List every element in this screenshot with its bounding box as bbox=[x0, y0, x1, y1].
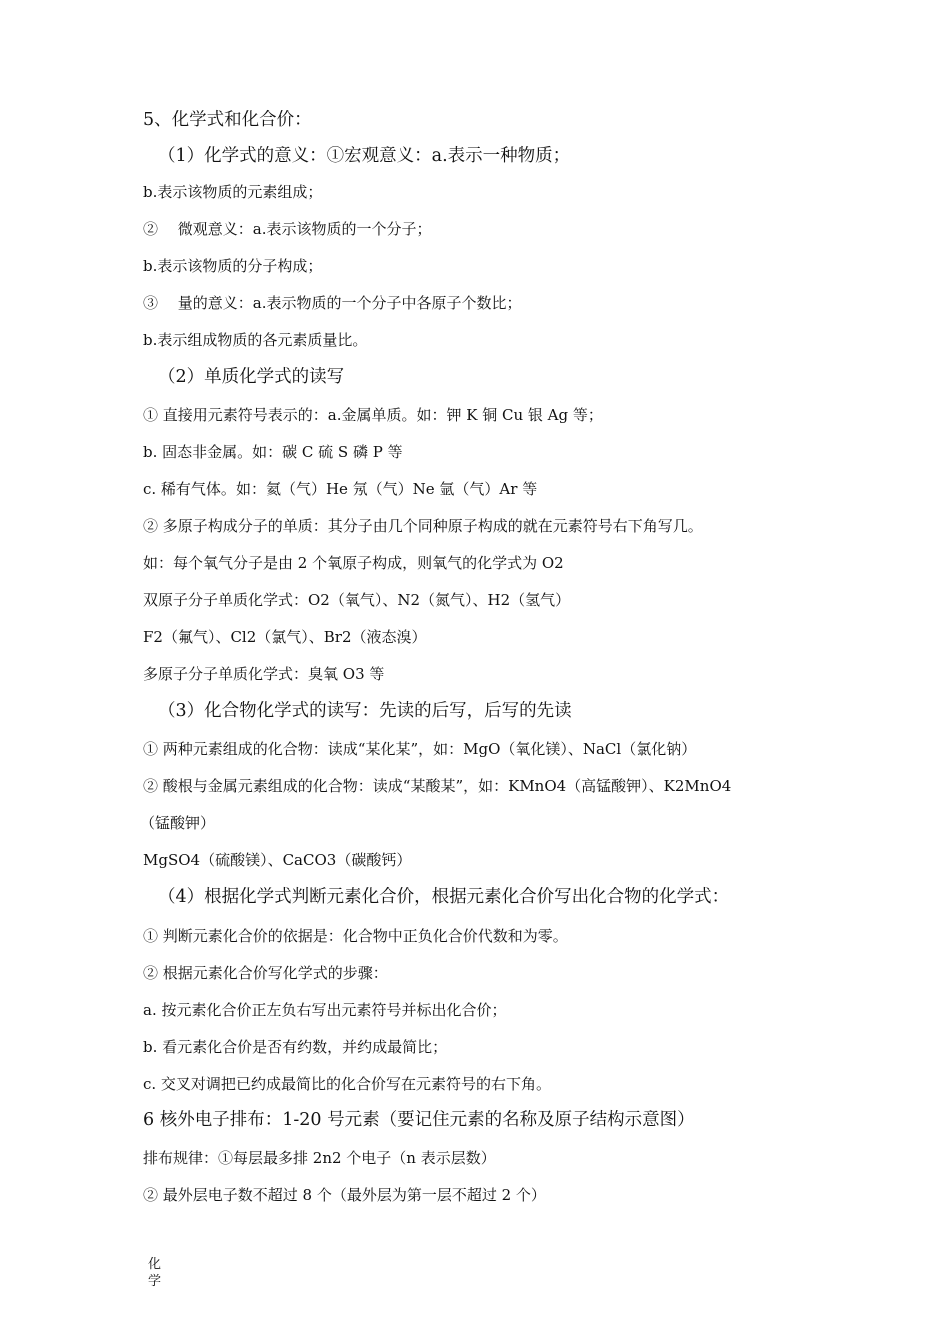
text-line: b. 看元素化合价是否有约数，并约成最简比； bbox=[143, 1038, 448, 1056]
text-line: 排布规律：①每层最多排 2n2 个电子（n 表示层数） bbox=[143, 1149, 496, 1167]
text-line: 如：每个氧气分子是由 2 个氧原子构成，则氧气的化学式为 O2 bbox=[143, 554, 564, 572]
text-line: 双原子分子单质化学式：O2（氧气）、N2（氮气）、H2（氢气） bbox=[143, 591, 571, 609]
subheading-3: （3）化合物化学式的读写：先读的后写，后写的先读 bbox=[158, 701, 572, 721]
text-line: F2（氟气）、Cl2（氯气）、Br2（液态溴） bbox=[143, 628, 427, 646]
text-line: ② 最外层电子数不超过 8 个（最外层为第一层不超过 2 个） bbox=[143, 1186, 546, 1204]
text-line: ① 直接用元素符号表示的：a.金属单质。如：钾 K 铜 Cu 银 Ag 等； bbox=[143, 406, 603, 424]
section-heading-5: 5、化学式和化合价： bbox=[143, 110, 312, 130]
section-heading-6: 6 核外电子排布：1-20 号元素（要记住元素的名称及原子结构示意图） bbox=[143, 1110, 695, 1130]
text-line: ② 多原子构成分子的单质：其分子由几个同种原子构成的就在元素符号右下角写几。 bbox=[143, 517, 703, 535]
text-line: c. 交叉对调把已约成最简比的化合价写在元素符号的右下角。 bbox=[143, 1075, 551, 1093]
text-line: b. 固态非金属。如：碳 C 硫 S 磷 P 等 bbox=[143, 443, 403, 461]
text-line: MgSO4（硫酸镁）、CaCO3（碳酸钙） bbox=[143, 851, 412, 869]
text-line: ② 根据元素化合价写化学式的步骤： bbox=[143, 964, 388, 982]
text-line: 多原子分子单质化学式：臭氧 O3 等 bbox=[143, 665, 385, 683]
text-line: （锰酸钾） bbox=[140, 814, 216, 832]
subheading-1: （1）化学式的意义：①宏观意义：a.表示一种物质； bbox=[158, 146, 571, 166]
text-line: b.表示组成物质的各元素质量比。 bbox=[143, 331, 368, 349]
text-line: b.表示该物质的分子构成； bbox=[143, 257, 323, 275]
text-line: c. 稀有气体。如：氦（气）He 氖（气）Ne 氩（气）Ar 等 bbox=[143, 480, 538, 498]
text-line: ③ 量的意义：a.表示物质的一个分子中各原子个数比； bbox=[143, 294, 522, 312]
text-line: ② 酸根与金属元素组成的化合物：读成“某酸某”，如：KMnO4（高锰酸钾）、K2MnO4 bbox=[143, 777, 732, 795]
page-footer-label: 化学 bbox=[148, 1257, 162, 1289]
text-line: ① 两种元素组成的化合物：读成“某化某”，如：MgO（氧化镁）、NaCl（氯化钠） bbox=[143, 740, 697, 758]
subheading-4: （4）根据化学式判断元素化合价，根据元素化合价写出化合物的化学式： bbox=[158, 887, 730, 907]
text-line: b.表示该物质的元素组成； bbox=[143, 183, 323, 201]
text-line: ② 微观意义：a.表示该物质的一个分子； bbox=[143, 220, 432, 238]
text-line: ① 判断元素化合价的依据是：化合物中正负化合价代数和为零。 bbox=[143, 927, 568, 945]
subheading-2: （2）单质化学式的读写 bbox=[158, 367, 345, 387]
text-line: a. 按元素化合价正左负右写出元素符号并标出化合价； bbox=[143, 1001, 507, 1019]
